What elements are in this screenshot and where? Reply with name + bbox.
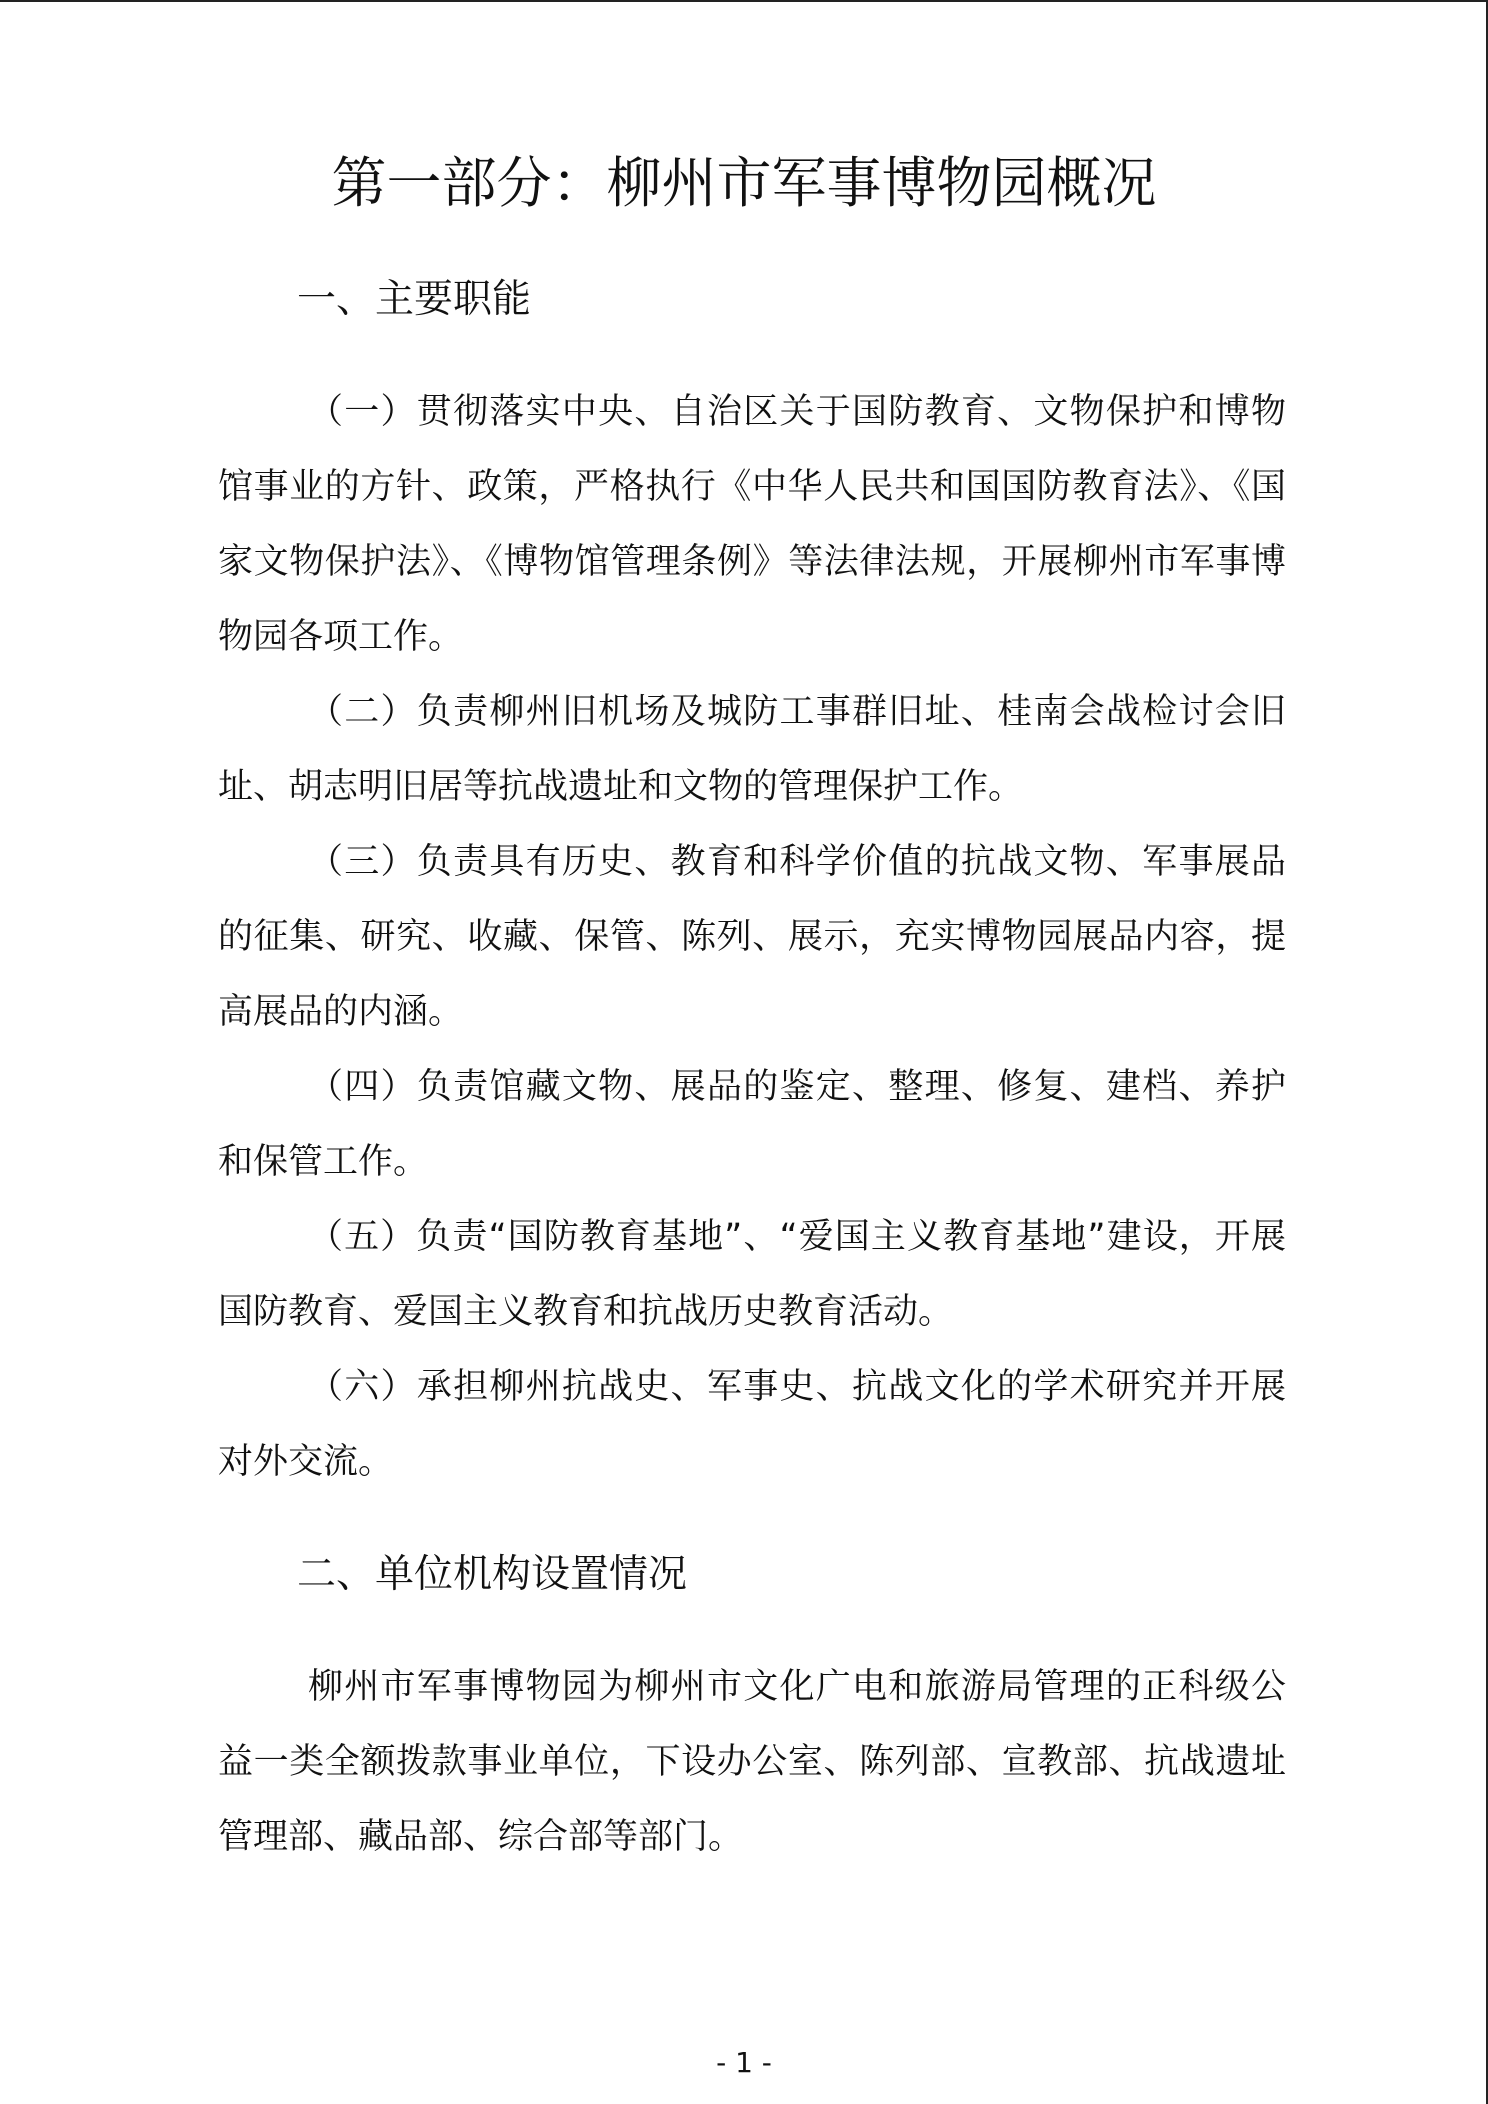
section-heading-organization: 二、单位机构设置情况 xyxy=(297,1552,688,1597)
page-number: - 1 - xyxy=(716,2046,772,2079)
organization-paragraph: 柳州市军事博物园为柳州市文化广电和旅游局管理的正科级公益一类全额拨款事业单位，下设办公室、陈列部、宣教部、抗战遗址管理部、藏品部、综合部等部门。 xyxy=(218,1667,1286,1857)
document-title: 第一部分：柳州市军事博物园概况 xyxy=(331,151,1157,215)
function-item-2: （二）负责柳州旧机场及城防工事群旧址、桂南会战检讨会旧址、胡志明旧居等抗战遗址和文物的管理保护工作。 xyxy=(218,692,1286,807)
function-item-4: （四）负责馆藏文物、展品的鉴定、整理、修复、建档、养护和保管工作。 xyxy=(218,1067,1286,1182)
function-item-3: （三）负责具有历史、教育和科学价值的抗战文物、军事展品的征集、研究、收藏、保管、陈列、展示，充实博物园展品内容，提高展品的内涵。 xyxy=(218,842,1286,1032)
section-heading-main-functions: 一、主要职能 xyxy=(297,277,532,322)
function-item-5: （五）负责“国防教育基地”、“爱国主义教育基地”建设，开展国防教育、爱国主义教育和抗战历史教育活动。 xyxy=(218,1217,1286,1332)
function-item-6: （六）承担柳州抗战史、军事史、抗战文化的学术研究并开展对外交流。 xyxy=(218,1367,1286,1482)
function-item-1: （一）贯彻落实中央、自治区关于国防教育、文物保护和博物馆事业的方针、政策，严格执行《中华人民共和国国防教育法》、《国家文物保护法》、《博物馆管理条例》等法律法规，开展柳州市军事博物园各项工作。 xyxy=(218,392,1286,657)
